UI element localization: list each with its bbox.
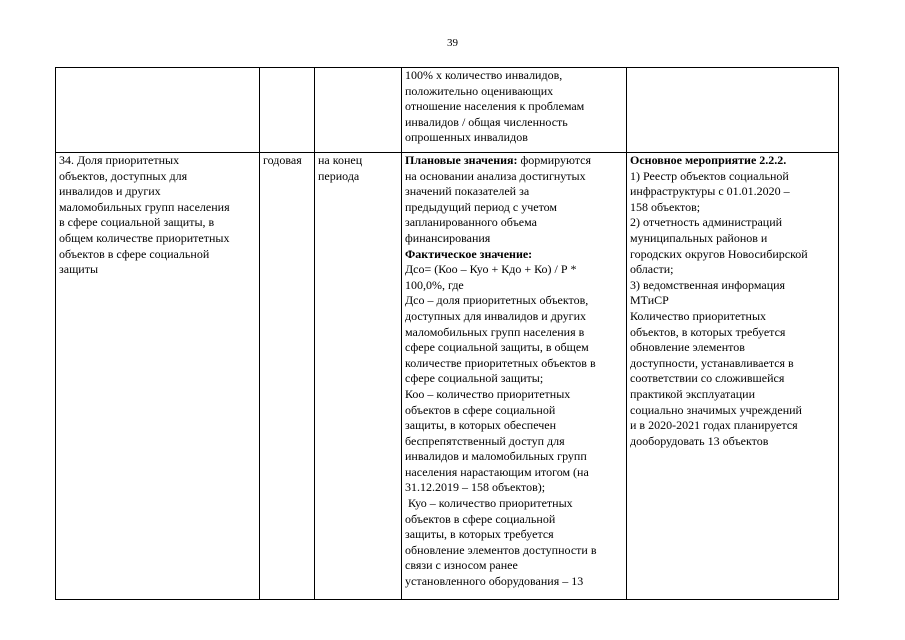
- indicator-cell-empty: [56, 68, 260, 153]
- frequency-cell-empty: [260, 68, 315, 153]
- source-line: МТиСР: [630, 293, 669, 308]
- source-line: объектов, в которых требуется: [630, 324, 786, 339]
- planned-values-heading: Плановые значения:: [405, 153, 518, 167]
- source-line: доступности, устанавливается в: [630, 355, 794, 370]
- planned-values-line: [405, 153, 623, 169]
- table-row-continuation: [56, 68, 839, 153]
- definition-line: населения нарастающим итогом (на: [405, 464, 589, 479]
- indicator-line: инвалидов и других: [59, 184, 161, 199]
- definition-line: обновление элементов доступности в: [405, 542, 597, 557]
- source-line: муниципальных районов и: [630, 230, 768, 245]
- definition-line: беспрепятственный доступ для: [405, 433, 565, 448]
- indicator-line: общем количестве приоритетных: [59, 230, 230, 245]
- indicator-line: объектов в сфере социальной: [59, 246, 210, 261]
- definition-line: инвалидов и маломобильных групп: [405, 449, 587, 464]
- formula-line: отношение населения к проблемам: [405, 99, 585, 114]
- indicators-table: [55, 67, 839, 600]
- indicator-line: защиты: [59, 262, 99, 277]
- definition-line: объектов в сфере социальной: [405, 511, 556, 526]
- source-line: социально значимых учреждений: [630, 402, 802, 417]
- definition-line: 31.12.2019 – 158 объектов);: [405, 480, 546, 495]
- planned-values-text: формируются: [517, 153, 592, 167]
- source-line: соответствии со сложившейся: [630, 371, 785, 386]
- indicator-line: объектов, доступных для: [59, 168, 188, 183]
- definition-line: связи с износом ранее: [405, 558, 518, 573]
- source-line: Количество приоритетных: [630, 308, 767, 323]
- definition-line: доступных для инвалидов и других: [405, 308, 587, 323]
- period-line: периода: [318, 168, 360, 183]
- source-line: 3) ведомственная информация: [630, 277, 786, 292]
- definition-line: сфере социальной защиты, в общем: [405, 340, 589, 355]
- data-source-cell: [627, 153, 839, 600]
- indicator-line: в сфере социальной защиты, в: [59, 215, 215, 230]
- period-line: на конец: [318, 153, 363, 167]
- definition-line: защиты, в которых требуется: [405, 527, 554, 542]
- definition-line: Куо – количество приоритетных: [405, 496, 573, 511]
- frequency-cell: [260, 153, 315, 600]
- source-line: области;: [630, 262, 674, 277]
- definition-line: защиты, в которых обеспечен: [405, 418, 557, 433]
- definition-line: количестве приоритетных объектов в: [405, 355, 596, 370]
- period-cell: [315, 153, 402, 600]
- definition-line: сфере социальной защиты;: [405, 371, 544, 386]
- actual-value-heading: Фактическое значение:: [405, 246, 533, 261]
- formula-cell: [402, 68, 627, 153]
- source-line: 1) Реестр объектов социальной: [630, 168, 789, 183]
- calculation-method-cell: [402, 153, 627, 600]
- definition-line: Дсо – доля приоритетных объектов,: [405, 293, 589, 308]
- source-cell-empty: [627, 68, 839, 153]
- formula-line: 100,0%, где: [405, 277, 464, 292]
- formula-line: опрошенных инвалидов: [405, 130, 528, 145]
- indicator-name-cell: [56, 153, 260, 600]
- planned-line: значений показателей за: [405, 184, 530, 199]
- frequency-text: годовая: [263, 153, 302, 167]
- planned-line: предыдущий период с учетом: [405, 199, 558, 214]
- source-line: и в 2020-2021 годах планируется: [630, 418, 798, 433]
- definition-line: Коо – количество приоритетных: [405, 386, 571, 401]
- source-line: практикой эксплуатации: [630, 386, 755, 401]
- indicator-line: 34. Доля приоритетных: [59, 153, 180, 167]
- formula-line: положительно оценивающих: [405, 83, 554, 98]
- source-line: дооборудовать 13 объектов: [630, 433, 769, 448]
- planned-line: запланированного объема: [405, 215, 537, 230]
- definition-line: установленного оборудования – 13: [405, 574, 584, 589]
- table-row-indicator-34: [56, 153, 839, 600]
- period-cell-empty: [315, 68, 402, 153]
- formula-line: Дсо= (Коо – Куо + Кдо + Ко) / Р *: [405, 262, 577, 277]
- source-line: обновление элементов: [630, 340, 745, 355]
- planned-line: на основании анализа достигнутых: [405, 168, 586, 183]
- indicator-line: маломобильных групп населения: [59, 199, 230, 214]
- definition-line: объектов в сфере социальной: [405, 402, 556, 417]
- source-line: городских округов Новосибирской: [630, 246, 808, 261]
- formula-line: 100% х количество инвалидов,: [405, 68, 563, 82]
- source-heading: Основное мероприятие 2.2.2.: [630, 153, 787, 167]
- planned-line: финансирования: [405, 230, 491, 245]
- page-number: 39: [447, 37, 458, 49]
- formula-line: инвалидов / общая численность: [405, 114, 568, 129]
- definition-line: маломобильных групп населения в: [405, 324, 585, 339]
- source-line: 158 объектов;: [630, 199, 701, 214]
- source-line: инфраструктуры с 01.01.2020 –: [630, 184, 790, 199]
- source-line: 2) отчетность администраций: [630, 215, 783, 230]
